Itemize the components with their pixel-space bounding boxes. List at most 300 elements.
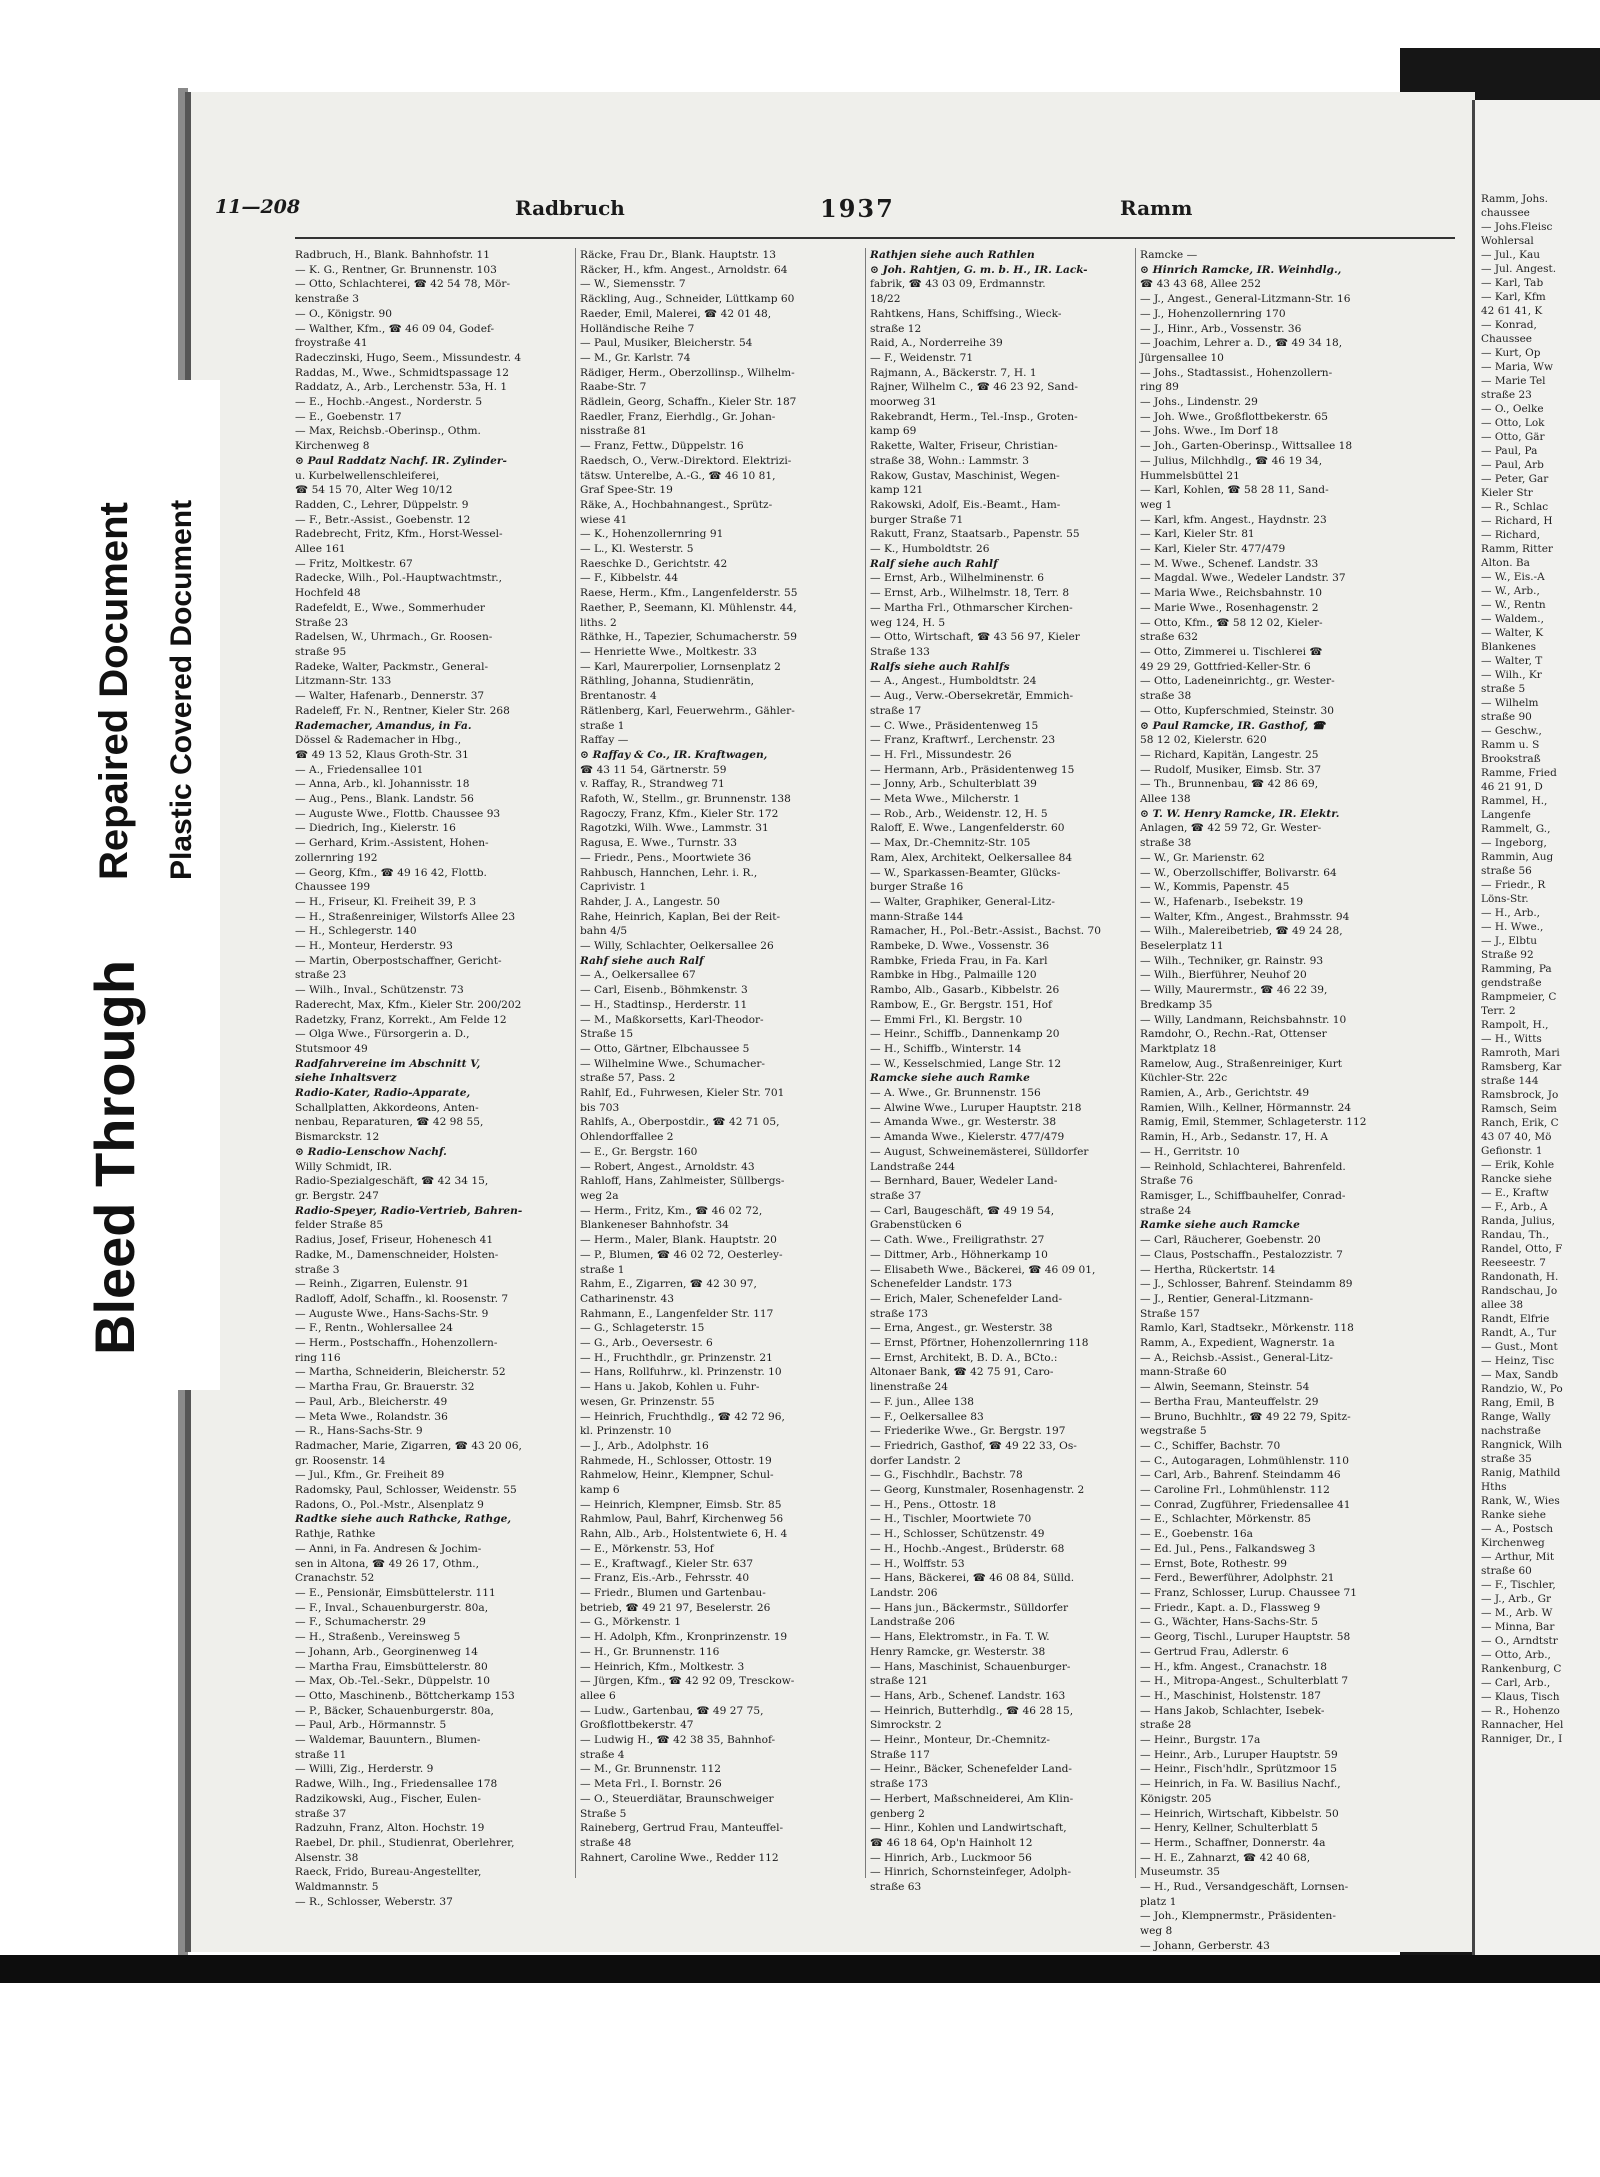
directory-entry: Radio-Spezialgeschäft, ☎ 42 34 15,: [295, 1175, 489, 1188]
neighbor-entry: Hths: [1481, 1481, 1507, 1493]
neighbor-entry: — O., Arndtstr: [1481, 1635, 1558, 1647]
directory-entry: fabrik, ☎ 43 03 09, Erdmannstr.: [870, 278, 1046, 291]
neighbor-entry: Kieler Str: [1481, 487, 1533, 499]
directory-entry: Ramcke —: [1140, 249, 1198, 261]
directory-entry: Ramelow, Aug., Straßenreiniger, Kurt: [1140, 1057, 1343, 1070]
directory-entry: platz 1: [1140, 1895, 1177, 1908]
directory-entry: Rambo, Alb., Gasarb., Kibbelstr. 26: [870, 984, 1060, 997]
directory-entry: — G., Wächter, Hans-Sachs-Str. 5: [1140, 1616, 1318, 1629]
neighbor-entry: — Erik, Kohle: [1481, 1159, 1555, 1171]
directory-entry: wiese 41: [580, 513, 628, 526]
directory-entry: Räcke, Frau Dr., Blank. Hauptstr. 13: [580, 249, 776, 261]
directory-entry: Simrockstr. 2: [870, 1719, 942, 1732]
directory-entry: — Otto, Kfm., ☎ 58 12 02, Kieler-: [1140, 616, 1323, 629]
directory-entry: Raether, P., Seemann, Kl. Mühlenstr. 44,: [580, 601, 797, 614]
neighbor-entry: Rangnick, Wilh: [1481, 1439, 1563, 1451]
directory-entry: — Carl, Arb., Bahrenf. Steindamm 46: [1140, 1469, 1341, 1482]
directory-entry: Straße 15: [580, 1028, 634, 1041]
directory-entry: Rambow, E., Gr. Bergstr. 151, Hof: [870, 998, 1052, 1011]
neighbor-entry: — Richard,: [1481, 529, 1541, 541]
directory-entry: straße 23: [295, 969, 347, 982]
directory-entry: — C., Autogaragen, Lohmühlenstr. 110: [1140, 1454, 1349, 1467]
directory-entry: Raedsch, O., Verw.-Direktord. Elektrizi-: [580, 454, 792, 467]
directory-entry: — Friederike Wwe., Gr. Bergstr. 197: [870, 1425, 1066, 1438]
directory-entry: Radio-Kater, Radio-Apparate,: [295, 1087, 471, 1100]
directory-entry: ⊙ Radio-Lenschow Nachf.: [295, 1145, 447, 1158]
directory-entry: — F., Kibbelstr. 44: [580, 572, 679, 585]
neighbor-entry: — Peter, Gar: [1481, 473, 1549, 485]
directory-entry: — Joachim, Lehrer a. D., ☎ 49 34 18,: [1140, 337, 1343, 350]
directory-entry: — F., Weidenstr. 71: [870, 351, 974, 364]
neighbor-entry: Rampolt, H.,: [1481, 1019, 1549, 1031]
directory-entry: Ramacher, H., Pol.-Betr.-Assist., Bachst. 70: [870, 925, 1101, 938]
directory-entry: — Elisabeth Wwe., Bäckerei, ☎ 46 09 01,: [870, 1263, 1096, 1276]
directory-entry: — A. Wwe., Gr. Brunnenstr. 156: [870, 1087, 1041, 1100]
directory-entry: — E., Kraftwagf., Kieler Str. 637: [580, 1557, 754, 1570]
directory-entry: — Georg, Kfm., ☎ 49 16 42, Flottb.: [295, 866, 487, 879]
directory-entry: — H., Gerritstr. 10: [1140, 1145, 1240, 1158]
directory-entry: Raeschke D., Gerichtstr. 42: [580, 557, 728, 570]
neighbor-entry: Randau, Th.,: [1481, 1229, 1550, 1241]
directory-entry: — W., Sparkassen-Beamter, Glücks-: [870, 866, 1061, 879]
directory-entry: Radebrecht, Fritz, Kfm., Horst-Wessel-: [295, 528, 503, 541]
neighbor-entry: nachstraße: [1481, 1425, 1541, 1437]
directory-entry: Ralf siehe auch Rahlf: [870, 557, 998, 570]
directory-entry: Radeke, Walter, Packmstr., General-: [295, 660, 489, 673]
directory-entry: — Herm., Maler, Blank. Hauptstr. 20: [580, 1234, 777, 1247]
neighbor-entry: — R., Schlac: [1481, 501, 1549, 513]
directory-column-2: [580, 248, 860, 1938]
directory-entry: Caprivistr. 1: [580, 881, 647, 894]
neighbor-entry: Randonath, H.: [1481, 1271, 1559, 1283]
directory-entry: Rahf siehe auch Ralf: [580, 954, 704, 967]
neighbor-entry: — Carl, Arb.,: [1481, 1677, 1551, 1689]
directory-entry: Ramm, A., Expedient, Wagnerstr. 1a: [1140, 1337, 1335, 1350]
directory-entry: — F., Oelkersallee 83: [870, 1410, 984, 1423]
directory-entry: — Martha, Schneiderin, Bleicherstr. 52: [295, 1366, 506, 1379]
directory-entry: — J., Rentier, General-Litzmann-: [1140, 1292, 1314, 1305]
directory-entry: Radfahrvereine im Abschnitt V,: [295, 1057, 481, 1070]
directory-entry: — O., Steuerdiätar, Braunschweiger: [580, 1792, 774, 1805]
directory-entry: Radius, Josef, Friseur, Hohenesch 41: [295, 1234, 494, 1247]
directory-entry: Rajner, Wilhelm C., ☎ 46 23 92, Sand-: [870, 381, 1078, 394]
directory-entry: — Friedr., Kapt. a. D., Flassweg 9: [1140, 1601, 1321, 1614]
neighbor-entry: Ranniger, Dr., I: [1481, 1733, 1563, 1745]
directory-entry: Straße 133: [870, 645, 930, 658]
directory-entry: straße 57, Pass. 2: [580, 1072, 676, 1085]
directory-entry: — A., Oelkersallee 67: [580, 969, 696, 982]
directory-entry: — Herm., Postschaffn., Hohenzollern-: [295, 1337, 498, 1350]
directory-entry: — M., Gr. Brunnenstr. 112: [580, 1763, 721, 1776]
neighbor-entry: Alton. Ba: [1481, 557, 1530, 569]
directory-entry: Raese, Herm., Kfm., Langenfelderstr. 55: [580, 587, 798, 600]
directory-entry: Rahlf, Ed., Fuhrwesen, Kieler Str. 701: [580, 1087, 785, 1100]
directory-entry: — Maria Wwe., Reichsbahnstr. 10: [1140, 587, 1322, 600]
neighbor-entry: — Heinz, Tisc: [1481, 1355, 1555, 1367]
directory-entry: Grabenstücken 6: [870, 1219, 962, 1232]
directory-entry: — Claus, Postschaffn., Pestalozzistr. 7: [1140, 1248, 1343, 1261]
neighbor-entry: — R., Hohenzo: [1481, 1705, 1560, 1717]
directory-entry: felder Straße 85: [295, 1219, 384, 1232]
directory-entry: — Ernst, Arb., Wilhelminenstr. 6: [870, 572, 1044, 585]
directory-entry: — Wilh., Techniker, gr. Rainstr. 93: [1140, 954, 1324, 967]
directory-entry: ⊙ T. W. Henry Ramcke, IR. Elektr.: [1140, 807, 1340, 820]
directory-entry: — Aug., Verw.-Obersekretär, Emmich-: [870, 690, 1074, 703]
neighbor-entry: — W., Eis.-A: [1481, 571, 1545, 583]
directory-entry: — A., Angest., Humboldtstr. 24: [870, 675, 1037, 688]
directory-entry: tätsw. Unterelbe, A.-G., ☎ 46 10 81,: [580, 469, 776, 482]
neighbor-entry: Ranke siehe: [1481, 1509, 1547, 1521]
neighbor-entry: Rankenburg, C: [1481, 1663, 1562, 1675]
directory-entry: Alsenstr. 38: [295, 1851, 359, 1864]
directory-entry: Rahmelow, Heinr., Klempner, Schul-: [580, 1469, 774, 1482]
label-bleed-through: Bleed Through: [83, 959, 146, 1355]
neighbor-entry: — Jul. Angest.: [1481, 263, 1557, 275]
directory-entry: — H., Wolffstr. 53: [870, 1557, 965, 1570]
directory-entry: Ramlo, Karl, Stadtsekr., Mörkenstr. 118: [1140, 1322, 1354, 1335]
directory-entry: — R., Schlosser, Weberstr. 37: [295, 1895, 453, 1908]
neighbor-entry: Ramsch, Seim: [1481, 1103, 1557, 1115]
directory-entry: — H., Stadtinsp., Herderstr. 11: [580, 998, 748, 1011]
directory-entry: straße 1: [580, 1263, 625, 1276]
directory-entry: — Olga Wwe., Fürsorgerin a. D.,: [295, 1028, 470, 1041]
directory-entry: straße 38: [1140, 690, 1192, 703]
neighbor-entry: Rank, W., Wies: [1481, 1495, 1560, 1507]
directory-entry: — Amanda Wwe., gr. Westerstr. 38: [870, 1116, 1057, 1129]
header-first-word: Radbruch: [515, 196, 625, 220]
directory-entry: Waldmannstr. 5: [295, 1881, 379, 1894]
neighbor-entry: straße 5: [1481, 683, 1526, 695]
neighbor-entry: — Johs.Fleisc: [1481, 221, 1553, 233]
directory-entry: Dössel & Rademacher in Hbg.,: [295, 734, 462, 747]
directory-entry: — Erich, Maler, Schenefelder Land-: [870, 1292, 1063, 1305]
directory-entry: Schenefelder Landstr. 173: [870, 1278, 1012, 1291]
neighbor-entry: gendstraße: [1481, 977, 1542, 989]
directory-entry: — F., Rentn., Wohlersallee 24: [295, 1322, 454, 1335]
directory-entry: — W., Kommis, Papenstr. 45: [1140, 881, 1290, 894]
directory-entry: — H., kfm. Angest., Cranachstr. 18: [1140, 1660, 1327, 1673]
directory-entry: — F., Betr.-Assist., Goebenstr. 12: [295, 513, 471, 526]
directory-entry: Rahmede, H., Schlosser, Ottostr. 19: [580, 1454, 772, 1467]
neighbor-entry: chaussee: [1481, 207, 1530, 219]
directory-entry: — F., Schumacherstr. 29: [295, 1616, 426, 1629]
directory-entry: ☎ 43 11 54, Gärtnerstr. 59: [580, 763, 727, 776]
directory-entry: — Herm., Fritz, Km., ☎ 46 02 72,: [580, 1204, 763, 1217]
directory-entry: — Amanda Wwe., Kielerstr. 477/479: [870, 1131, 1065, 1144]
directory-entry: Raabe-Str. 7: [580, 381, 647, 394]
directory-entry: Anlagen, ☎ 42 59 72, Gr. Wester-: [1140, 822, 1322, 835]
directory-entry: Altonaer Bank, ☎ 42 75 91, Caro-: [870, 1366, 1054, 1379]
directory-entry: — Paul, Arb., Hörmannstr. 5: [295, 1719, 447, 1732]
directory-entry: — H., Schiffb., Winterstr. 14: [870, 1042, 1022, 1055]
directory-entry: Beselerplatz 11: [1140, 940, 1224, 953]
directory-entry: wegstraße 5: [1140, 1425, 1207, 1438]
directory-entry: Raffay —: [580, 734, 629, 747]
directory-entry: bis 703: [580, 1101, 620, 1114]
neighbor-entry: Ramming, Pa: [1481, 963, 1552, 975]
directory-entry: ring 116: [295, 1351, 341, 1364]
directory-entry: Radmacher, Marie, Zigarren, ☎ 43 20 06,: [295, 1439, 522, 1452]
directory-entry: — Wilh., Bierführer, Neuhof 20: [1140, 969, 1307, 982]
neighbor-entry: Ranch, Erik, C: [1481, 1117, 1559, 1129]
directory-entry: liths. 2: [580, 616, 617, 629]
neighbor-entry: Range, Wally: [1481, 1411, 1551, 1423]
directory-entry: Straße 23: [295, 616, 349, 629]
directory-entry: weg 2a: [580, 1190, 619, 1202]
directory-entry: mann-Straße 60: [1140, 1366, 1227, 1379]
directory-entry: — Friedr., Blumen und Gartenbau-: [580, 1586, 766, 1599]
directory-entry: ⊙ Raffay & Co., IR. Kraftwagen,: [580, 748, 768, 761]
directory-entry: Landstraße 206: [870, 1616, 955, 1629]
directory-entry: — Joh., Garten-Oberinsp., Wittsallee 18: [1140, 440, 1353, 453]
directory-entry: — H. Adolph, Kfm., Kronprinzenstr. 19: [580, 1631, 788, 1644]
neighbor-entry: Ramsbrock, Jo: [1481, 1089, 1559, 1101]
directory-entry: Cranachstr. 52: [295, 1572, 375, 1585]
page-header: [215, 196, 1445, 230]
directory-entry: — K., Hohenzollernring 91: [580, 528, 724, 541]
directory-entry: — Robert, Angest., Arnoldstr. 43: [580, 1160, 755, 1173]
directory-entry: — Ludwig H., ☎ 42 38 35, Bahnhof-: [580, 1734, 776, 1747]
directory-entry: Holländische Reihe 7: [580, 322, 695, 335]
directory-entry: — Friedr., Pens., Moortwiete 36: [580, 851, 752, 864]
directory-entry: Graf Spee-Str. 19: [580, 484, 673, 497]
neighbor-entry: Randa, Julius,: [1481, 1215, 1556, 1227]
label-repaired-document: Repaired Document: [92, 502, 136, 880]
directory-entry: — Walter, Graphiker, General-Litz-: [870, 895, 1055, 908]
directory-entry: — A., Friedensallee 101: [295, 763, 424, 776]
neighbor-entry: Rancke siehe: [1481, 1173, 1552, 1185]
directory-entry: Straße 5: [580, 1807, 627, 1820]
directory-entry: — H., Straßenb., Vereinsweg 5: [295, 1631, 461, 1644]
directory-entry: — H., Fruchthdlr., gr. Prinzenstr. 21: [580, 1351, 773, 1364]
directory-entry: Raloff, E. Wwe., Langenfelderstr. 60: [870, 822, 1065, 835]
directory-entry: — J., Arb., Adolphstr. 16: [580, 1439, 709, 1452]
directory-entry: — R., Hans-Sachs-Str. 9: [295, 1425, 423, 1438]
directory-entry: — Heinrich, Wirtschaft, Kibbelstr. 50: [1140, 1807, 1339, 1820]
neighbor-entry: Rammel, H.,: [1481, 795, 1548, 807]
directory-entry: straße 121: [870, 1675, 929, 1688]
directory-entry: Königstr. 205: [1140, 1792, 1212, 1805]
directory-entry: — Hans, Elektromstr., in Fa. T. W.: [870, 1631, 1050, 1644]
directory-entry: — August, Schweinemästerei, Sülldorfer: [870, 1145, 1089, 1158]
directory-entry: — Julius, Milchhdlg., ☎ 46 19 34,: [1140, 454, 1323, 467]
directory-entry: — Marie Wwe., Rosenhagenstr. 2: [1140, 601, 1319, 614]
directory-entry: — Alwine Wwe., Luruper Hauptstr. 218: [870, 1101, 1082, 1114]
directory-entry: — Hans, Maschinist, Schauenburger-: [870, 1660, 1071, 1673]
bottom-margin: [0, 1983, 1600, 2177]
neighbor-entry: — Walter, K: [1481, 627, 1544, 639]
neighbor-entry: Ramm, Johs.: [1481, 193, 1549, 205]
directory-entry: kamp 6: [580, 1484, 620, 1497]
directory-entry: — Heinr., Arb., Luruper Hauptstr. 59: [1140, 1748, 1338, 1761]
directory-entry: — Dittmer, Arb., Höhnerkamp 10: [870, 1248, 1048, 1261]
directory-entry: Litzmann-Str. 133: [295, 675, 392, 688]
directory-entry: — Otto, Gärtner, Elbchaussee 5: [580, 1042, 750, 1055]
directory-entry: Radke, M., Damenschneider, Holsten-: [295, 1248, 499, 1261]
directory-entry: — P., Blumen, ☎ 46 02 72, Oesterley-: [580, 1248, 783, 1261]
directory-entry: Rakow, Gustav, Maschinist, Wegen-: [870, 469, 1060, 482]
directory-entry: bahn 4/5: [580, 925, 628, 938]
neighbor-entry: Ramm u. S: [1481, 739, 1540, 751]
directory-entry: Rahnert, Caroline Wwe., Redder 112: [580, 1851, 779, 1864]
directory-entry: Räthke, H., Tapezier, Schumacherstr. 59: [580, 631, 797, 644]
directory-entry: Radio-Speyer, Radio-Vertrieb, Bahren-: [295, 1204, 523, 1217]
directory-entry: straße 24: [1140, 1204, 1192, 1217]
directory-entry: Straße 76: [1140, 1175, 1194, 1188]
directory-entry: — Hinrich, Schornsteinfeger, Adolph-: [870, 1866, 1072, 1879]
directory-entry: Ramien, A., Arb., Gerichtstr. 49: [1140, 1087, 1310, 1100]
directory-entry: Ragotzki, Wilh. Wwe., Lammstr. 31: [580, 822, 769, 835]
directory-entry: — M., Maßkorsetts, Karl-Theodor-: [580, 1013, 764, 1026]
directory-entry: linenstraße 24: [870, 1381, 948, 1394]
neighbor-entry: Randt, A., Tur: [1481, 1327, 1557, 1339]
header-last-word: Ramm: [1120, 196, 1193, 220]
directory-entry: — F., Inval., Schauenburgerstr. 80a,: [295, 1601, 489, 1614]
directory-entry: — Heinr., Schiffb., Dannenkamp 20: [870, 1028, 1060, 1041]
directory-entry: Raderecht, Max, Kfm., Kieler Str. 200/202: [295, 998, 522, 1011]
directory-entry: — G., Arb., Oeversestr. 6: [580, 1337, 713, 1350]
directory-entry: straße 173: [870, 1778, 929, 1791]
directory-entry: allee 6: [580, 1689, 616, 1702]
neighbor-entry: — Minna, Bar: [1481, 1621, 1555, 1633]
neighbor-entry: Randt, Elfrie: [1481, 1313, 1550, 1325]
directory-entry: — J., Schlosser, Bahrenf. Steindamm 89: [1140, 1278, 1353, 1291]
directory-entry: — Karl, Kieler Str. 81: [1140, 528, 1255, 541]
directory-entry: v. Raffay, R., Strandweg 71: [580, 778, 725, 791]
directory-entry: — K., Humboldtstr. 26: [870, 543, 990, 556]
directory-entry: Raddas, M., Wwe., Schmidtspassage 12: [295, 366, 509, 379]
directory-entry: Rahlfs, A., Oberpostdir., ☎ 42 71 05,: [580, 1116, 780, 1129]
neighbor-entry: — J., Elbtu: [1481, 935, 1537, 947]
directory-entry: — Aug., Pens., Blank. Landstr. 56: [295, 793, 474, 806]
bottom-dark-band: [0, 1955, 1600, 1983]
directory-entry: — Hans jun., Bäckermstr., Sülldorfer: [870, 1601, 1069, 1614]
directory-entry: — Otto, Wirtschaft, ☎ 43 56 97, Kieler: [870, 631, 1080, 644]
directory-entry: — E., Goebenstr. 17: [295, 410, 402, 423]
directory-entry: — Henry, Kellner, Schulterblatt 5: [1140, 1822, 1318, 1835]
directory-entry: Räke, A., Hochbahnangest., Sprütz-: [580, 498, 773, 511]
neighbor-entry: Randel, Otto, F: [1481, 1243, 1563, 1255]
directory-entry: Catharinenstr. 43: [580, 1292, 674, 1305]
directory-entry: — Hans, Rollfuhrw., kl. Prinzenstr. 10: [580, 1366, 782, 1379]
directory-entry: — Walther, Kfm., ☎ 46 09 04, Godef-: [295, 322, 495, 335]
directory-entry: — G., Fischhdlr., Bachstr. 78: [870, 1469, 1023, 1482]
directory-entry: Schallplatten, Akkordeons, Anten-: [295, 1101, 479, 1114]
neighbor-page: [1472, 100, 1600, 1955]
neighbor-entry: — Klaus, Tisch: [1481, 1691, 1560, 1703]
directory-entry: Brentanostr. 4: [580, 690, 657, 703]
directory-entry: Radtke siehe auch Rathcke, Rathge,: [295, 1513, 512, 1526]
directory-entry: straße 37: [295, 1807, 347, 1820]
directory-entry: Radzuhn, Franz, Alton. Hochstr. 19: [295, 1822, 485, 1835]
neighbor-entry: — Marie Tel: [1481, 375, 1546, 387]
directory-entry: — Cath. Wwe., Freiligrathstr. 27: [870, 1234, 1045, 1247]
directory-entry: straße 17: [870, 704, 922, 717]
directory-entry: Chaussee 199: [295, 881, 371, 894]
directory-entry: Rahloff, Hans, Zahlmeister, Süllbergs-: [580, 1175, 785, 1188]
directory-entry: Rahmlow, Paul, Bahrf, Kirchenweg 56: [580, 1513, 784, 1526]
directory-entry: straße 3: [295, 1263, 340, 1276]
neighbor-entry: — Jul., Kau: [1481, 249, 1541, 261]
directory-entry: — Henriette Wwe., Moltkestr. 33: [580, 645, 757, 658]
neighbor-entry: straße 90: [1481, 711, 1532, 723]
directory-entry: Ragusa, E. Wwe., Turnstr. 33: [580, 837, 738, 850]
directory-entry: — Meta Wwe., Milcherstr. 1: [870, 793, 1021, 806]
directory-entry: Rahder, J. A., Langestr. 50: [580, 895, 720, 908]
directory-entry: — Bernhard, Bauer, Wedeler Land-: [870, 1175, 1058, 1188]
directory-entry: — G., Schlageterstr. 15: [580, 1322, 705, 1335]
directory-entry: — W., Hafenarb., Isebekstr. 19: [1140, 895, 1304, 908]
neighbor-entry: Ramsberg, Kar: [1481, 1061, 1562, 1073]
directory-entry: — Meta Frl., I. Bornstr. 26: [580, 1778, 722, 1791]
neighbor-entry: — Geschw.,: [1481, 725, 1542, 737]
neighbor-entry: Wohlersal: [1481, 235, 1534, 247]
directory-entry: Allee 138: [1140, 793, 1191, 806]
directory-entry: straße 173: [870, 1307, 929, 1320]
directory-entry: Radden, C., Lehrer, Düppelstr. 9: [295, 498, 469, 511]
neighbor-entry: — Wilh., Kr: [1481, 669, 1542, 681]
directory-entry: — E., Pensionär, Eimsbüttelerstr. 111: [295, 1586, 496, 1599]
directory-entry: — Otto, Maschinenb., Böttcherkamp 153: [295, 1689, 515, 1702]
directory-entry: — Ernst, Pförtner, Hohenzollernring 118: [870, 1337, 1089, 1350]
neighbor-entry: — Waldem.,: [1481, 613, 1544, 625]
neighbor-entry: Ramm, Ritter: [1481, 543, 1553, 555]
directory-entry: — Jonny, Arb., Schulterblatt 39: [870, 778, 1037, 791]
neighbor-entry: Terr. 2: [1481, 1005, 1516, 1017]
directory-entry: — Karl, Kieler Str. 477/479: [1140, 543, 1286, 556]
directory-entry: kamp 121: [870, 484, 924, 497]
directory-entry: — Ludw., Gartenbau, ☎ 49 27 75,: [580, 1704, 764, 1717]
directory-entry: — Heinr., Burgstr. 17a: [1140, 1734, 1261, 1747]
directory-entry: — H., Schlegerstr. 140: [295, 925, 417, 938]
directory-entry: 18/22: [870, 293, 901, 306]
directory-entry: weg 8: [1140, 1925, 1173, 1938]
neighbor-entry: — E., Kraftw: [1481, 1187, 1549, 1199]
directory-entry: — Hans, Arb., Schenef. Landstr. 163: [870, 1689, 1066, 1702]
directory-entry: — Carl, Eisenb., Böhmkenstr. 3: [580, 984, 748, 997]
neighbor-entry: Straße 92: [1481, 949, 1534, 961]
neighbor-entry: — Paul, Pa: [1481, 445, 1538, 457]
neighbor-entry: Reeseestr. 7: [1481, 1257, 1546, 1269]
top-margin: [0, 0, 1600, 48]
directory-entry: 49 29 29, Gottfried-Keller-Str. 6: [1140, 660, 1311, 673]
directory-entry: — Otto, Schlachterei, ☎ 42 54 78, Mör-: [295, 278, 511, 291]
directory-entry: Rahtkens, Hans, Schiffsing., Wieck-: [870, 307, 1062, 320]
directory-entry: Radons, O., Pol.-Mstr., Alsenplatz 9: [295, 1498, 484, 1511]
directory-entry: Rahmann, E., Langenfelder Str. 117: [580, 1307, 774, 1320]
directory-entry: straße 4: [580, 1748, 625, 1761]
neighbor-entry: straße 144: [1481, 1075, 1539, 1087]
neighbor-entry: — Wilhelm: [1481, 697, 1539, 709]
neighbor-entry: Rannacher, Hel: [1481, 1719, 1564, 1731]
directory-entry: — Heinrich, in Fa. W. Basilius Nachf.,: [1140, 1778, 1341, 1791]
directory-entry: Rädiger, Herm., Oberzollinsp., Wilhelm-: [580, 366, 795, 379]
neighbor-entry: — Walter, T: [1481, 655, 1543, 667]
directory-entry: straße 38, Wohn.: Lammstr. 3: [870, 454, 1030, 467]
directory-entry: — E., Gr. Bergstr. 160: [580, 1145, 698, 1158]
directory-entry: — Walter, Hafenarb., Dennerstr. 37: [295, 690, 485, 703]
directory-entry: ☎ 49 13 52, Klaus Groth-Str. 31: [295, 748, 469, 761]
directory-entry: — W., Kesselschmied, Lange Str. 12: [870, 1057, 1062, 1070]
directory-entry: — Meta Wwe., Rolandstr. 36: [295, 1410, 448, 1423]
directory-entry: — Rudolf, Musiker, Eimsb. Str. 37: [1140, 763, 1322, 776]
neighbor-entry: — Konrad,: [1481, 319, 1537, 331]
directory-entry: straße 48: [580, 1836, 632, 1849]
directory-entry: Radecke, Wilh., Pol.-Hauptwachtmstr.,: [295, 572, 502, 585]
directory-entry: kenstraße 3: [295, 293, 360, 306]
directory-entry: — M. Wwe., Schenef. Landstr. 33: [1140, 557, 1319, 570]
directory-entry: kl. Prinzenstr. 10: [580, 1425, 672, 1438]
